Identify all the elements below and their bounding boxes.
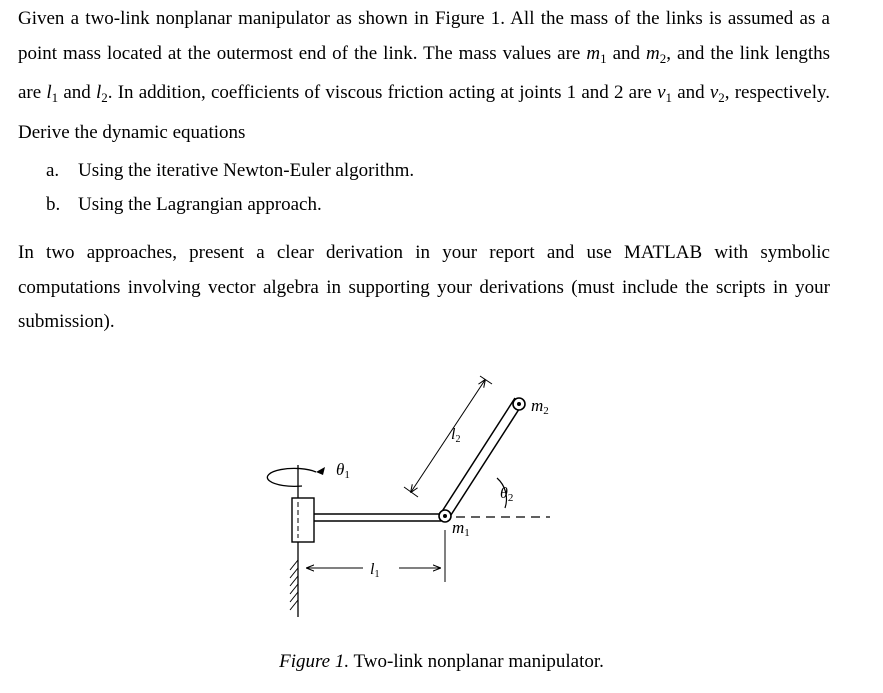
list-marker: a. [46,160,60,181]
symbol-m2: m [645,42,660,64]
subscript: 1 [600,50,607,66]
base-joint-block [292,498,314,542]
l2-tick [404,487,418,497]
text-run: . In addition, coefficients of viscous friction acting at joints 1 and 2 are [107,82,658,103]
label-l1: l1 [370,561,380,580]
list-item-text: Using the iterative Newton-Euler algorithm. [78,160,415,181]
text-run: , and the link lengths are [18,42,830,103]
l2-tick [480,376,492,384]
text-run: and [606,42,646,64]
rotation-arrow-icon [267,467,325,486]
symbol-m1: m [586,42,601,64]
caption-label: Figure 1. [279,651,350,672]
subscript: 2 [659,50,667,66]
text-run: and [672,82,710,103]
text-run: , respectively. Derive the dynamic equations [18,82,831,143]
figure-caption [0,651,883,673]
label-theta1: θ1 [336,460,350,481]
subscript: 1 [51,90,59,105]
list-marker: b. [46,194,61,215]
subscript: 2 [718,90,725,105]
ground-hatch-icon [290,560,298,610]
submission-instructions: In two approaches, present a clear derivation in your report and use MATLAB with symbolic computations involving vector algebra in supporting your derivations (must include the scripts in your submission). [18,242,830,332]
label-m2: m2 [531,396,549,417]
list-item-text: Using the Lagrangian approach. [78,194,322,215]
symbol-v2: v [709,82,719,103]
label-l2: l2 [451,426,461,445]
subscript: 2 [101,90,108,105]
mass-m1-center [443,514,447,518]
subscript: 1 [665,90,672,105]
text-run: and [58,82,96,103]
label-theta2: θ2 [500,485,514,504]
caption-text: Two-link nonplanar manipulator. [349,651,604,672]
text-run: Given a two-link nonplanar manipulator as shown in Figure 1. All the mass of the links is assumed as a point mass located at the outermost end of the link. The mass values are [18,8,830,64]
symbol-l2: l [96,82,102,103]
symbol-l1: l [46,82,52,103]
mass-m2-center [517,402,521,406]
symbol-v1: v [657,82,666,103]
label-m1: m1 [452,518,470,539]
l2-dimension [411,380,485,492]
